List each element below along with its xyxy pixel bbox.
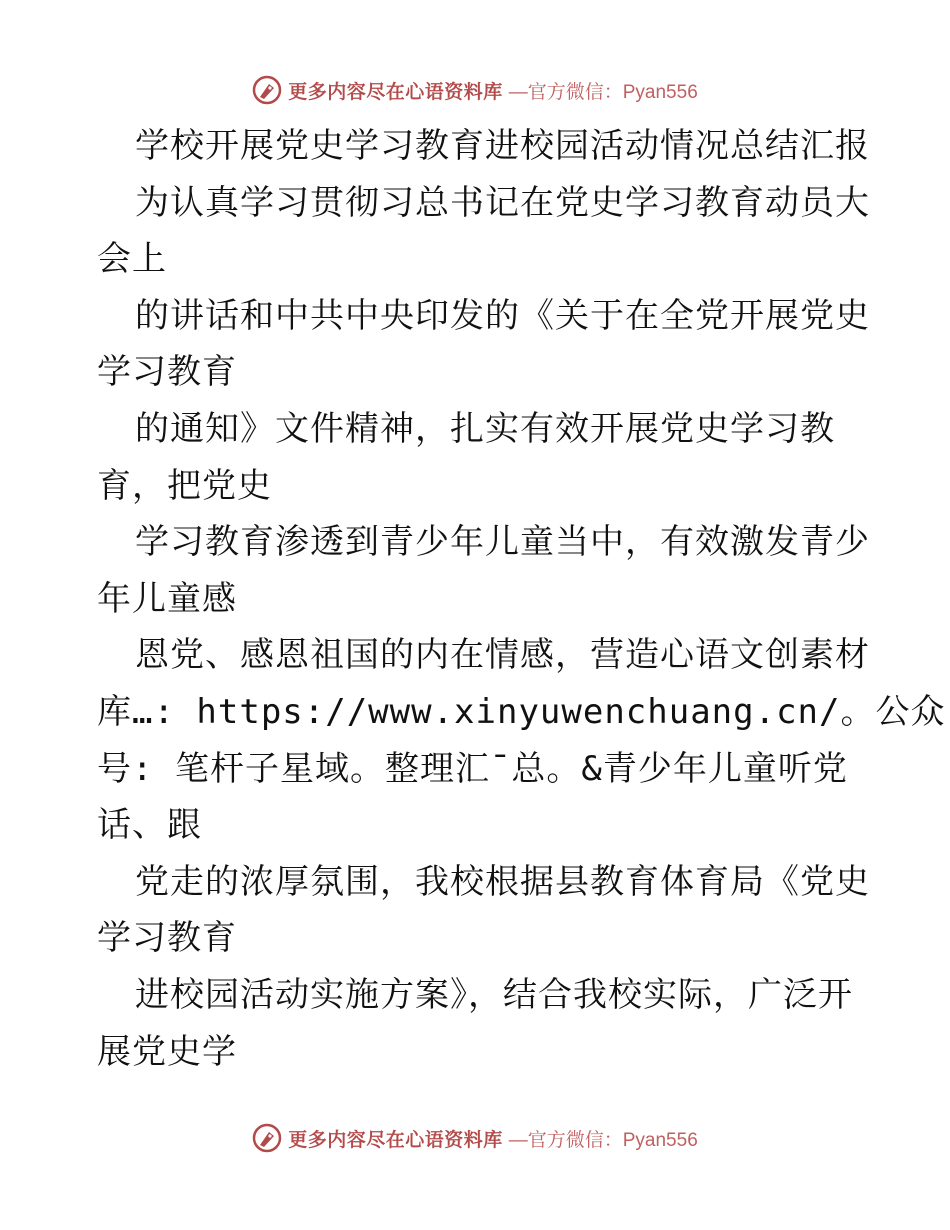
header-banner [0, 70, 950, 110]
text-line: 学习教育 [97, 918, 237, 959]
text-line: 年儿童感 [97, 578, 237, 619]
text-line: 展党史学 [97, 1031, 237, 1072]
document-body [97, 118, 946, 1080]
banner-wechat: —官方微信：Pyan556 [508, 1129, 698, 1151]
text-line: 号: 笔杆子星域。整理汇¯总。&青少年儿童听党 [97, 748, 848, 789]
text-line: 学习教育 [97, 352, 237, 393]
text-line: 学习教育渗透到青少年儿童当中，有效激发青少 [135, 522, 870, 563]
text-line: 育，把党史 [97, 465, 272, 506]
banner-wechat: —官方微信：Pyan556 [508, 81, 698, 103]
banner-text: 更多内容尽在心语资料库 [288, 1128, 503, 1151]
pen-nib-logo-icon [252, 1123, 282, 1153]
document-title: 学校开展党史学习教育进校园活动情况总结汇报 [135, 126, 870, 166]
text-line: 进校园活动实施方案》，结合我校实际，广泛开 [135, 974, 853, 1015]
text-line: 恩党、感恩祖国的内在情感，营造心语文创素材 [135, 635, 870, 676]
text-line: 的通知》文件精神，扎实有效开展党史学习教 [135, 408, 835, 449]
banner-text: 更多内容尽在心语资料库 [288, 80, 503, 103]
text-line: 库…: https://www.xinyuwenchuang.cn/。公众 [97, 691, 946, 732]
text-line: 的讲话和中共中央印发的《关于在全党开展党史 [135, 295, 870, 336]
footer-banner [0, 1118, 950, 1158]
text-line: 党走的浓厚氛围，我校根据县教育体育局《党史 [135, 861, 870, 902]
pen-nib-logo-icon [252, 75, 282, 105]
text-line: 为认真学习贯彻习总书记在党史学习教育动员大 [135, 182, 870, 223]
text-line: 话、跟 [97, 805, 202, 846]
text-line: 会上 [97, 239, 167, 280]
